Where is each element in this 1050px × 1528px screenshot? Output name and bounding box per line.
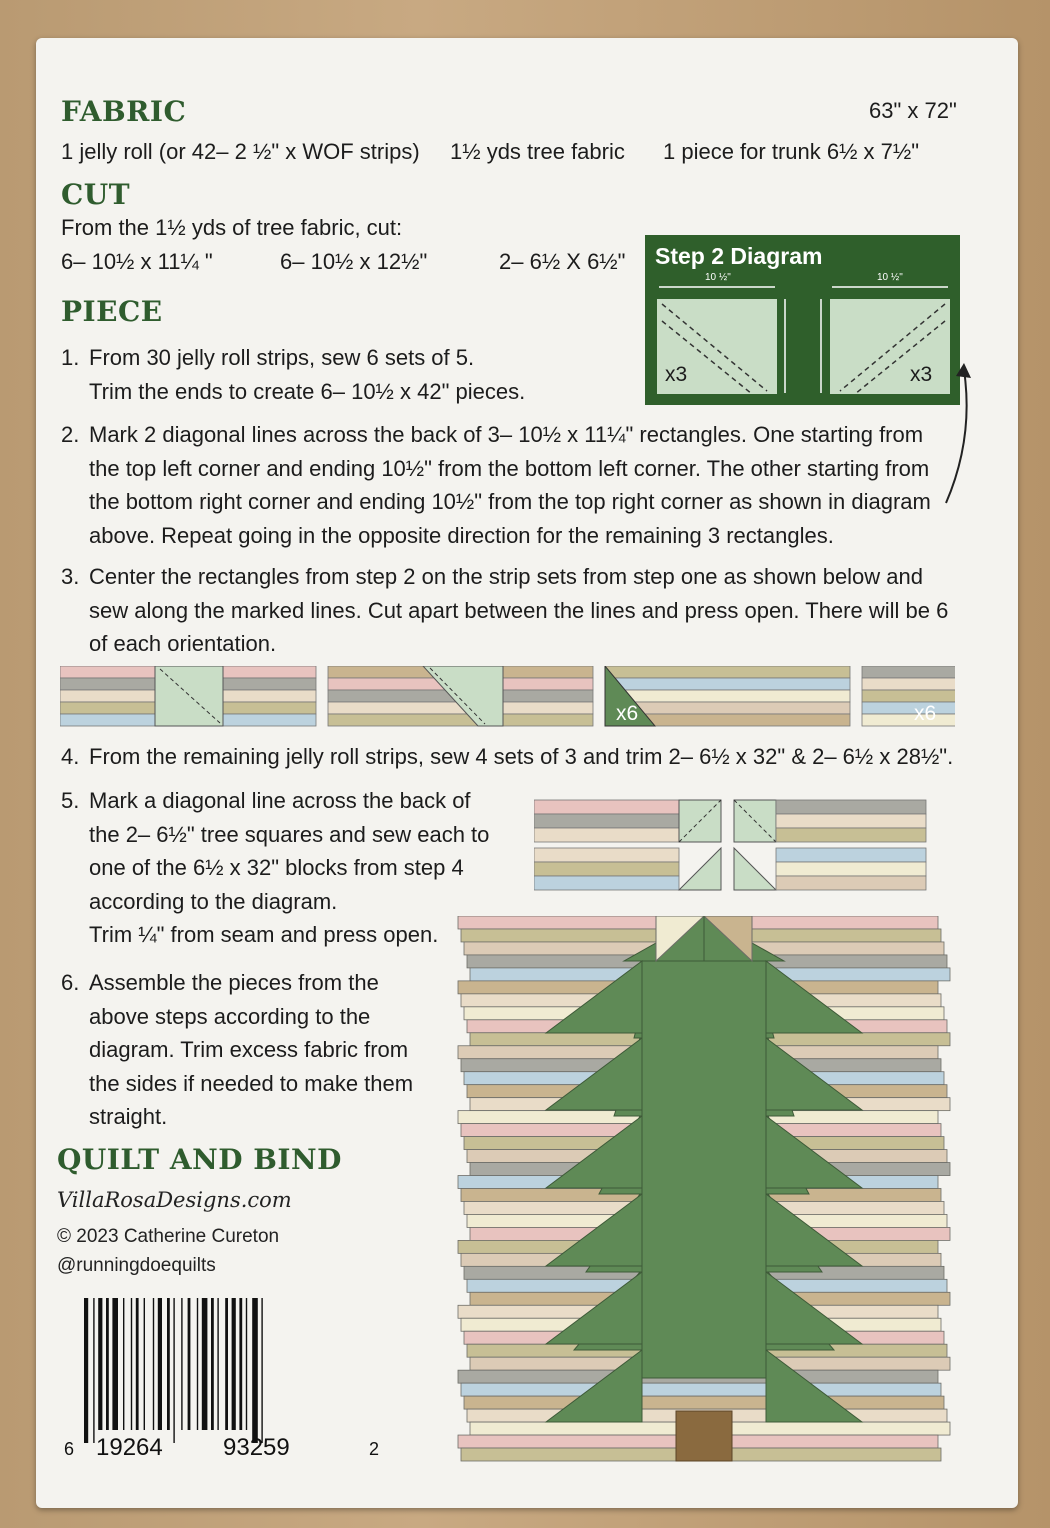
barcode-bar — [93, 1298, 94, 1443]
barcode-digits: 93259 — [223, 1434, 290, 1461]
count-label: x3 — [910, 363, 933, 386]
barcode-bar — [153, 1298, 154, 1430]
fabric-strip — [605, 690, 850, 702]
fabric-strip — [862, 714, 955, 726]
fabric-strip — [776, 828, 926, 842]
cut-heading: CUT — [61, 178, 131, 211]
fabric-item: 1½ yds tree fabric — [450, 139, 625, 164]
fabric-strip — [776, 862, 926, 876]
barcode-bar — [112, 1298, 118, 1430]
fabric-item: 1 jelly roll (or 42– 2 ½" x WOF strips) — [61, 139, 420, 164]
step-2: 2. Mark 2 diagonal lines across the back of 3– 10½ x 11¼" rectangles. One starting from the top left corner and ending 10½" from the bottom left corner. The other starting from the bottom right corner and ending 10½" from the top right corner as shown in diagram above. Repeat going in the opposite direction for the remaining 3 rectangles. — [61, 422, 931, 548]
barcode-bar — [131, 1298, 132, 1430]
fabric-strip — [534, 800, 679, 814]
tree-trunk — [676, 1411, 732, 1461]
barcode-bar — [173, 1298, 174, 1443]
barcode-bar — [197, 1298, 198, 1430]
step3-diagram — [60, 666, 955, 728]
dimension-width-label: 10 ½" — [705, 272, 731, 283]
count-label: x3 — [665, 363, 688, 386]
barcode-bar — [211, 1298, 214, 1430]
quilt-and-bind-heading: QUILT AND BIND — [57, 1143, 342, 1176]
barcode-bar — [252, 1298, 258, 1443]
quilt-strip — [464, 1396, 944, 1409]
barcode-digit: 2 — [369, 1439, 380, 1459]
barcode-bar — [239, 1298, 242, 1430]
fabric-strip — [534, 814, 679, 828]
website: VillaRosaDesigns.com — [57, 1188, 292, 1212]
cut-item: 6– 10½ x 12½" — [280, 249, 428, 274]
fabric-strip — [862, 666, 955, 678]
fabric-strip — [862, 702, 955, 714]
fabric-strip — [776, 814, 926, 828]
social-handle: @runningdoequilts — [57, 1255, 216, 1276]
tree-column — [642, 961, 766, 1378]
cut-intro: From the 1½ yds of tree fabric, cut: — [61, 215, 403, 240]
fabric-strip — [534, 876, 679, 890]
barcode-bar — [261, 1298, 262, 1443]
step-6: 6. Assemble the pieces from the above steps according to the diagram. Trim excess fabric from the sides if needed to make them straight. — [61, 970, 414, 1129]
step2-diagram — [645, 235, 960, 405]
barcode-digits: 19264 — [96, 1434, 163, 1461]
barcode-bar — [246, 1298, 247, 1430]
barcode-bar — [84, 1298, 88, 1443]
barcode-bar — [167, 1298, 170, 1430]
step-4: 4. From the remaining jelly roll strips, sew 4 sets of 3 and trim 2– 6½ x 32" & 2– 6½ x 28½". — [61, 744, 954, 769]
fabric-item: 1 piece for trunk 6½ x 7½" — [663, 139, 920, 164]
fabric-strip — [534, 848, 679, 862]
step-5: 5. Mark a diagonal line across the back of the 2– 6½" tree squares and sew each to one of the 6½ x 32" blocks from step 4 according to the diagram. Trim ¼" from seam and press open. — [61, 788, 490, 947]
tree-triangle — [734, 848, 776, 890]
barcode-bar — [144, 1298, 145, 1430]
dimension-arrows-icon — [645, 235, 960, 405]
cut-item: 2– 6½ X 6½" — [499, 249, 626, 274]
quilt-strip — [461, 1383, 941, 1396]
barcode-bar — [106, 1298, 109, 1430]
fabric-heading: FABRIC — [61, 95, 187, 128]
piece-heading: PIECE — [61, 295, 163, 328]
step2-diagram-title: Step 2 Diagram — [655, 243, 823, 269]
tree-triangle — [679, 848, 721, 890]
barcode-digit: 6 — [64, 1439, 75, 1459]
barcode-bar — [232, 1298, 236, 1430]
step5-diagram — [534, 798, 929, 898]
fabric-strip — [776, 876, 926, 890]
count-label: x6 — [616, 702, 639, 725]
cut-item: 6– 10½ x 11¼ " — [61, 249, 213, 274]
fabric-strip — [776, 848, 926, 862]
fabric-strip — [605, 666, 850, 678]
fabric-strip — [605, 678, 850, 690]
pattern-card — [36, 38, 1018, 1508]
barcode-bar — [225, 1298, 228, 1430]
barcode — [84, 1298, 339, 1443]
quilt-size: 63" x 72" — [869, 98, 957, 123]
fabric-strip — [862, 690, 955, 702]
barcode-bar — [202, 1298, 208, 1430]
barcode-bar — [181, 1298, 182, 1430]
dimension-width-label: 10 ½" — [877, 272, 903, 283]
fabric-strip — [534, 862, 679, 876]
barcode-bar — [188, 1298, 191, 1430]
step-3: 3. Center the rectangles from step 2 on the strip sets from step one as shown below and sew along the marked lines. Cut apart between the lines and press open. There will be 6 of each orientation. — [61, 564, 949, 656]
barcode-bar — [136, 1298, 139, 1430]
curved-arrow-icon — [936, 358, 976, 508]
fabric-strip — [328, 714, 593, 726]
barcode-bar — [217, 1298, 218, 1430]
fabric-strip — [776, 800, 926, 814]
fabric-strip — [862, 678, 955, 690]
fabric-strip — [534, 828, 679, 842]
barcode-bar — [158, 1298, 162, 1430]
count-label: x6 — [914, 702, 937, 725]
quilt-diagram — [456, 916, 952, 1476]
step-1: 1. From 30 jelly roll strips, sew 6 sets of 5. Trim the ends to create 6– 10½ x 42" pieces. — [61, 345, 526, 404]
barcode-bar — [98, 1298, 102, 1430]
copyright: © 2023 Catherine Cureton — [57, 1226, 280, 1247]
barcode-bar — [123, 1298, 124, 1430]
